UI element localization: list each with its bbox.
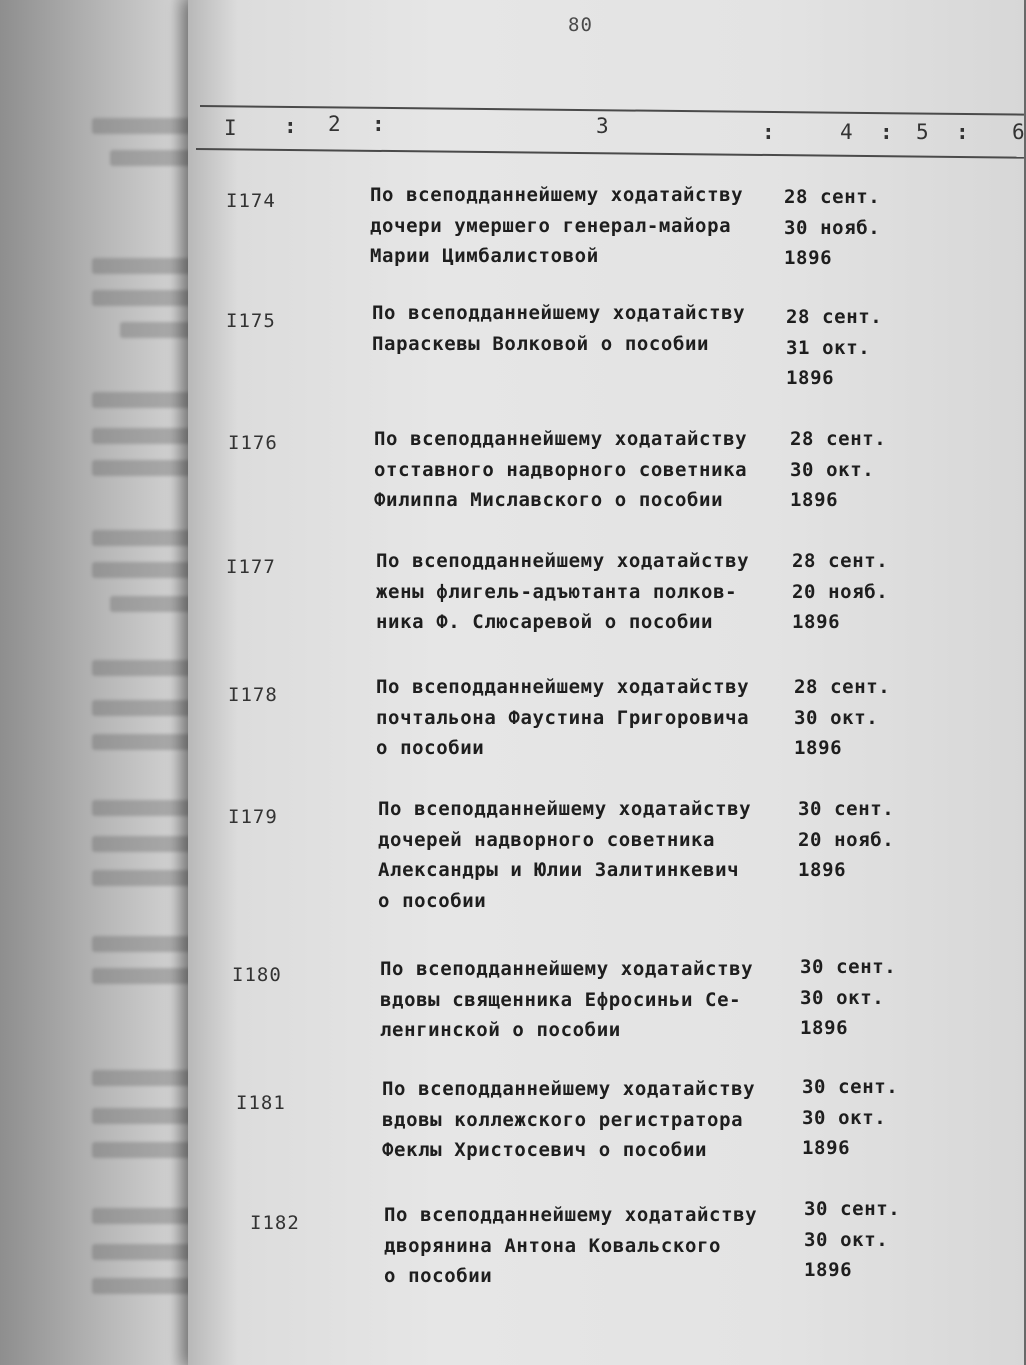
left-page-text-fragment [92, 1070, 200, 1086]
record-number: I177 [226, 556, 276, 578]
header-separator: : [956, 120, 969, 144]
record-description [376, 672, 749, 764]
date-end: 30 окт. [794, 706, 879, 729]
date-end: 30 нояб. [784, 216, 881, 239]
date-end: 30 окт. [802, 1106, 887, 1129]
description-line: почтальона Фаустина Григоровича [376, 706, 750, 729]
description-line: о пособии [384, 1265, 493, 1287]
description-line: По всеподданнейшему ходатайству [384, 1204, 758, 1226]
date-end: 30 окт. [800, 986, 885, 1009]
date-end: 30 окт. [804, 1228, 889, 1251]
description-line: ленгинской о пособии [380, 1019, 621, 1041]
left-page-text-fragment [92, 700, 200, 716]
header-separator: : [372, 112, 385, 136]
record-description [382, 1074, 755, 1166]
left-page-text-fragment [92, 428, 200, 444]
description-line: дочерей надворного советника [378, 828, 716, 851]
date-end: 30 окт. [790, 458, 875, 481]
left-page-text-fragment [92, 530, 200, 546]
table-header [0, 0, 1024, 160]
header-separator: : [762, 120, 775, 144]
description-line: По всеподданнейшему ходатайству [382, 1078, 756, 1100]
date-start: 30 сент. [802, 1076, 899, 1098]
description-line: жены флигель-адъютанта полков- [376, 580, 738, 603]
left-page-text-fragment [92, 258, 200, 274]
left-page-text-fragment [92, 290, 200, 306]
left-page-text-fragment [92, 660, 200, 676]
description-line: По всеподданнейшему ходатайству [380, 958, 754, 980]
header-rule-top [200, 105, 1024, 116]
header-col-1: I [224, 116, 238, 140]
left-page-text-fragment [92, 460, 200, 476]
date-year: 1896 [784, 247, 833, 269]
record-description [370, 180, 743, 272]
record-dates [798, 794, 894, 886]
description-line: вдовы священника Ефросиньи Се- [380, 988, 742, 1011]
left-page-text-fragment [92, 1244, 200, 1260]
description-line: По всеподданнейшему ходатайству [372, 302, 746, 324]
date-end: 20 нояб. [792, 580, 889, 603]
record-number: I181 [236, 1092, 286, 1114]
record-number: I180 [232, 964, 282, 986]
description-line: о пособии [376, 737, 485, 759]
description-line: Филиппа Миславского о пособии [374, 489, 724, 511]
record-dates [786, 302, 882, 394]
header-col-5: 5 [916, 120, 930, 144]
record-number: I182 [250, 1212, 300, 1234]
record-description [384, 1200, 757, 1292]
date-start: 28 сент. [792, 550, 889, 572]
record-dates [804, 1194, 900, 1286]
header-rule-bottom [196, 148, 1024, 159]
date-start: 28 сент. [794, 676, 891, 698]
description-line: дворянина Антона Ковальского [384, 1234, 722, 1257]
date-start: 28 сент. [786, 306, 883, 328]
record-dates [794, 672, 890, 764]
left-page-text-fragment [92, 734, 200, 750]
date-year: 1896 [804, 1259, 853, 1281]
date-year: 1896 [798, 859, 847, 881]
date-start: 30 сент. [804, 1198, 901, 1220]
description-line: По всеподданнейшему ходатайству [378, 798, 752, 820]
description-line: По всеподданнейшему ходатайству [376, 550, 750, 572]
date-end: 31 окт. [786, 336, 871, 359]
left-page-text-fragment [92, 936, 200, 952]
record-description [372, 298, 745, 359]
date-year: 1896 [794, 737, 843, 759]
record-description [376, 546, 749, 638]
left-page-text-fragment [92, 562, 200, 578]
description-line: Феклы Христосевич о пособии [382, 1139, 708, 1161]
date-start: 28 сент. [784, 186, 881, 208]
record-number: I176 [228, 432, 278, 454]
left-page-text-fragment [92, 968, 200, 984]
left-page-text-fragment [92, 1142, 200, 1158]
record-number: I179 [228, 806, 278, 828]
header-col-2: 2 [328, 112, 342, 136]
date-end: 20 нояб. [798, 828, 895, 851]
header-col-6: 6 [1012, 120, 1026, 144]
left-page-text-fragment [92, 1108, 200, 1124]
header-col-3: 3 [596, 114, 610, 138]
description-line: дочери умершего генерал-майора [370, 214, 732, 237]
description-line: По всеподданнейшему ходатайству [376, 676, 750, 698]
left-page-text-fragment [92, 1278, 200, 1294]
record-dates [790, 424, 886, 516]
header-col-4: 4 [840, 120, 854, 144]
record-description [374, 424, 747, 516]
record-number: I174 [226, 190, 276, 212]
left-page-edge [0, 0, 200, 1365]
description-line: Параскевы Волковой о пособии [372, 332, 710, 355]
date-start: 28 сент. [790, 428, 887, 450]
record-dates [784, 182, 880, 274]
description-line: ника Ф. Слюсаревой о пособии [376, 611, 714, 633]
left-page-text-fragment [92, 800, 200, 816]
description-line: По всеподданнейшему ходатайству [370, 184, 744, 206]
description-line: о пособии [378, 889, 487, 912]
record-description [378, 794, 751, 916]
description-line: отставного надворного советника [374, 458, 748, 481]
description-line: вдовы коллежского регистратора [382, 1108, 744, 1131]
record-dates [802, 1072, 898, 1164]
date-year: 1896 [790, 489, 839, 511]
record-number: I175 [226, 310, 276, 332]
date-year: 1896 [792, 611, 841, 633]
header-separator: : [284, 114, 297, 138]
date-year: 1896 [802, 1137, 851, 1159]
date-start: 30 сент. [798, 798, 895, 820]
left-page-text-fragment [92, 836, 200, 852]
date-start: 30 сент. [800, 956, 897, 978]
left-page-text-fragment [92, 1208, 200, 1224]
record-dates [792, 546, 888, 638]
left-page-text-fragment [92, 870, 200, 886]
page-number: 80 [568, 14, 593, 36]
description-line: Марии Цимбалистовой [370, 245, 599, 267]
description-line: Александры и Юлии Залитинкевич [378, 859, 740, 881]
left-page-text-fragment [92, 392, 200, 408]
date-year: 1896 [800, 1017, 849, 1039]
date-year: 1896 [786, 367, 835, 389]
record-description [380, 954, 753, 1046]
header-separator: : [880, 120, 893, 144]
record-dates [800, 952, 896, 1044]
description-line: По всеподданнейшему ходатайству [374, 428, 748, 450]
left-page-text-fragment [110, 596, 200, 612]
record-number: I178 [228, 684, 278, 706]
